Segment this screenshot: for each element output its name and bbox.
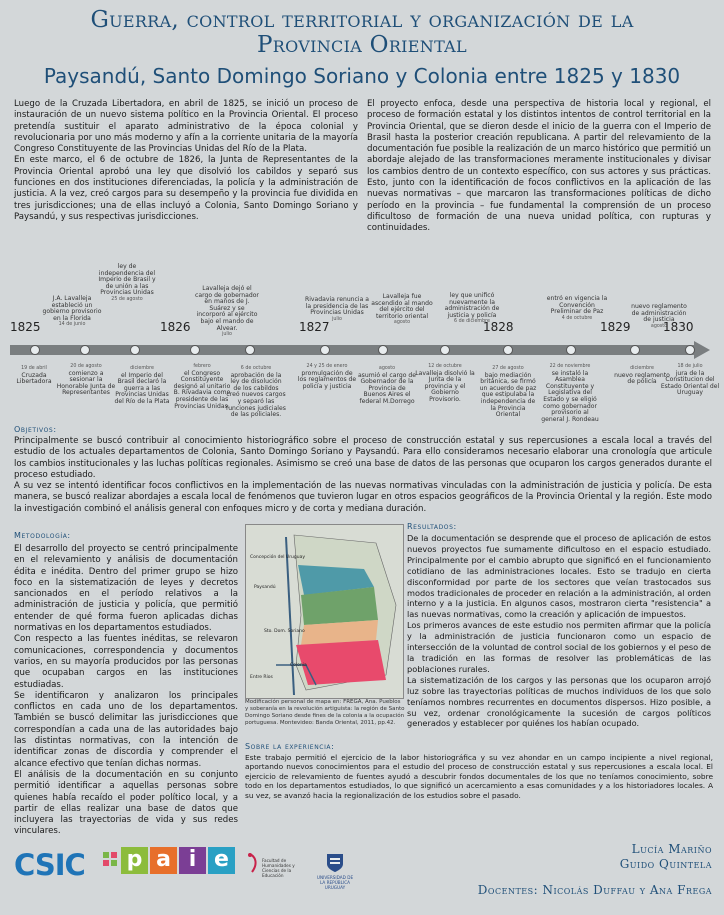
timeline-event-date: 19 de abril [21,366,47,371]
timeline-event-date: 22 de noviembre [549,364,591,369]
timeline-event-below [357,366,417,406]
timeline-year: 1826 [160,320,191,334]
timeline-event-date: 20 de agosto [70,364,102,369]
resultados-heading: Resultados: [407,522,457,531]
map-caption: Modificación personal de mapa en: FREGA, Ana. Pueblos y soberanía en la revolución artiguista: la región de Santo Domingo Soriano desde fines de la colonia a la ocupación portuguesa. Montevideo: Banda Oriental, 2011, pp.42. [245,699,405,726]
timeline-marker [30,345,40,355]
resultados-p3: La sistematización de los cargos y las personas que los ocuparon arrojó luz sobre las trayectorias políticas de muchos individuos de los que solo teníamos nombres recurrentes en documentos dispersos. Hizo posible, a su vez, ordenar cronológicamente la sucesión de cargos políticos generados y establecer por quiénes los habían ocupado. [407,674,711,729]
intro-right [367,99,711,235]
timeline-marker [630,345,640,355]
intro-left-p1: Luego de la Cruzada Libertadora, en abril de 1825, se inició un proceso de instauración de un nuevo sistema político en la Provincia Oriental. El proceso pretendía sustituir el aparato administrativo de la época colonial y revolucionaria por uno más moderno y afín a la corriente unitaria de la mayoría Congreso Constituyente de las Provincias Unidas del Río de la Plata. [14,99,358,155]
timeline-event-text: el Imperio del Brasil declaró la guerra a las Provincias Unidas del Río de la Plata [114,371,170,405]
map-label-5: Entre Ríos [250,675,273,680]
timeline-event-text: Rivadavia renuncia a la presidencia de las Provincias Unidas [305,296,369,317]
experiencia-text [245,753,713,800]
timeline-event-date: 25 de agosto [111,296,143,302]
timeline-event-text: Lavalleja dejó el cargo de gobernador en manos de J. Suárez y se incorporó al ejército bajo el mando de Alvear. [195,285,259,332]
timeline-event-date: 6 de diciembre [454,319,490,325]
resultados-p2: Los primeros avances de este estudio nos permiten afirmar que la policía y la administración de justicia funcionaron como un espacio de intersección de la voluntad de control social de los gobiernos y el peso de la tradición en las formas de resolver las problemáticas de las poblaciones rurales. [407,620,711,674]
timeline-event-above [95,264,159,304]
experiencia-p1: Este trabajo permitió el ejercicio de la labor historiográfica y su vez ahondar en un campo incipiente a nivel regional, aportando nuevos conocimientos para el estudio del proceso de construcción estatal y sus repercusiones a escala local. El ejercicio de relevamiento de fuentes ayudó a descubrir fondos documentales de los que no teníamos conocimiento, sobre todo en los departamentos estudiados, lo que significó un acercamiento a esas comunidades y a los historiadores locales. A su vez, se avanzó hacia la regionalización de los estudios sobre el pasado. [245,753,713,800]
map-label-3: Sto. Dom. Soriano [264,629,305,634]
metodologia-p3: Se identificaron y analizaron los principales conflictos en cada uno de los departamentos. También se buscó delimitar las jurisdicciones que correspondían a cada una de las autoridades bajo las distintas normativas, con la intención de identificar zonas de discordia y comprender el alcance efectivo que tenían dichas normas. [14,690,238,769]
timeline-event-below [4,366,64,386]
title-line-1: Guerra, control territorial y organización de la [90,7,634,33]
timeline-year: 1828 [483,320,514,334]
timeline-year: 1830 [663,320,694,334]
timeline-marker [566,345,576,355]
map-image [246,525,403,698]
metodologia-heading: Metodología: [14,531,71,540]
timeline-marker [320,345,330,355]
timeline-event-date: 24 y 25 de enero [306,364,348,369]
timeline-event-below [660,364,720,397]
poster-subtitle: Paysandú, Santo Domingo Soriano y Colonia entre 1825 y 1830 [43,64,681,88]
objetivos-p2: A su vez se intentó identificar focos conflictivos en la implementación de las nuevas normativas vinculadas con la administración de justicia y policía. De esta manera, se buscó realizar abordajes a escala local de fenómenos que tuvieron lugar en otros espacios geográficos de la Provincia Oriental y la región. Este modo la investigación combinó el análisis general con enfoques micro y de corta y mediana duración. [14,481,712,514]
timeline-event-date: 27 de agosto [492,366,524,371]
timeline-marker [685,345,695,355]
timeline-event-text: J.A. Lavalleja estableció un gobierno provisorio en la Florida [42,295,102,322]
timeline-marker [245,345,255,355]
timeline-event-below [478,366,538,419]
timeline-marker [80,345,90,355]
timeline-event-date: diciembre [130,366,154,371]
map-label-4: Colonia [290,663,307,668]
timeline-event-text: aprobación de la ley de disolución de los cabildos creó nuevos cargos y separó las funciones judiciales de las policiales. [226,371,286,419]
author-1: Lucía Mariño [631,842,712,856]
timeline-arrow [694,341,710,359]
timeline-event-date: 6 de octubre [240,366,272,371]
objetivos-p1: Principalmente se buscó contribuir al conocimiento historiográfico sobre el proceso de construcción estatal y sus repercusiones a escala local a través del estudio de los actuales departamentos de Colonia, Santo Domingo Soriano y Paysandú. Para ello consideramos necesario elaborar una cronología que articule los cambios institucionales y las luchas políticas regionales. Asimismo se creó una base de datos de las personas que ocuparon los cargos generados durante el proceso estudiado. [14,436,712,480]
timeline-event-text: asumió el cargo de Gobernador de la Provincia de Buenos Aires el federal M.Dorrego [357,371,417,405]
timeline-marker [190,345,200,355]
timeline-bar [10,345,696,355]
timeline-event-date: julio [332,316,342,322]
timeline-event-date: 12 de octubre [428,364,462,369]
csic-emblem-icon [103,852,118,867]
udelar-emblem-icon [326,853,344,873]
resultados-text [407,533,711,729]
experiencia-heading: Sobre la experiencia: [245,742,335,751]
timeline-event-below [56,364,116,397]
fhce-emblem-icon [246,852,260,876]
timeline-event-below [297,364,357,390]
paie-letter-a: a [150,847,177,874]
timeline-event-above [370,294,434,327]
docentes: Docentes: Nicolás Duffau y Ana Frega [477,883,712,897]
fhce-logo-text: Facultad de Humanidades y Ciencias de la Educación [262,858,295,878]
metodologia-text [14,544,238,838]
objetivos-text [14,436,712,515]
timeline-event-text: bajo mediación británica, se firmó un acuerdo de paz que estipulaba la independencia de la Provincia Oriental [479,371,537,419]
timeline-event-below [226,366,286,419]
timeline-year: 1825 [10,320,41,334]
timeline-event-date: julio [222,332,232,338]
paie-letter-i: i [179,847,206,874]
timeline-event-date: agosto [378,366,396,371]
objetivos-heading: Objetivos: [14,425,57,434]
timeline-marker [130,345,140,355]
map-label-1: Concepción del Uruguay [250,555,306,560]
paie-letter-e: e [208,847,235,874]
timeline-event-date: 18 de julio [677,364,703,369]
metodologia-p4: El análisis de la documentación en su conjunto permitió identificar a aquellas personas sobre quienes había recaído el poder político local, y a partir de ellas realizar una base de datos que incluyera las trayectorias de vida y sus redes vinculares. [14,769,238,837]
timeline-event-above [545,296,609,322]
timeline-event-text: Cruzada Libertadora [16,371,52,386]
timeline-event-below [172,364,232,410]
udelar-logo-text: UNIVERSIDAD DE LA REPÚBLICA URUGUAY [316,875,354,890]
intro-left [14,99,358,223]
timeline-event-below [415,364,475,404]
timeline-event-text: Lavalleja disolvió la Junta de la provincia y el Gobierno Provisorio. [415,369,475,403]
timeline-marker [440,345,450,355]
paie-logo [121,847,235,874]
timeline-event-text: comienzo a sesionar la Honorable Junta de Representantes [56,369,116,397]
timeline-event-above [305,297,369,323]
metodologia-p2: Con respecto a las fuentes inéditas, se relevaron comunicaciones, correspondencia y documentos varios, en su mayoría producidos por las personas que ocupaban cargos en las instituciones estudiadas. [14,634,238,690]
timeline-event-text: nuevo reglamento de policía [614,371,670,386]
timeline-event-above [195,286,259,339]
timeline-event-text: promulgación de los reglamentos de policía y justicia [297,369,357,390]
intro-right-p1: El proyecto enfoca, desde una perspectiva de historia local y regional, el proceso de formación estatal y los distintos intentos de control territorial en la Provincia Oriental, que se dieron desde el inicio de la guerra con el Imperio de Brasil hasta la posterior creación republicana. A partir del relevamiento de la documentación fue posible la realización de un marco histórico que permitió un abordaje alejado de las transformaciones meramente institucionales y divisar los cambios dentro de un contexto específico, con sus actores y sus prácticas. Esto, junto con la identificación de focos conflictivos en la aplicación de las nuevas normativas – que marcaron las transformaciones políticas de dicho período en la provincia – fue fundamental la comprensión de un proceso dificultoso de formación de una nueva unidad política, con rupturas y continuidades. [367,99,711,234]
paie-letter-p: p [121,847,148,874]
timeline-event-text: nuevo reglamento de administración de justicia [631,303,687,324]
timeline-event-text: Lavalleja fue ascendido al mando del ejército del territorio oriental [371,293,433,320]
timeline-event-text: el Congreso Constituyente designó al unitario B. Rivadavia como presidente de las Provincias Unidas. [173,369,231,410]
timeline-event-date: agosto [650,323,668,329]
timeline-event-date: diciembre [630,366,654,371]
timeline-marker [378,345,388,355]
timeline-event-date: 4 de octubre [561,315,593,321]
poster-title [0,8,724,58]
timeline-event-date: 14 de junio [58,322,86,328]
timeline-event-above [440,293,504,326]
timeline-event-text: entró en vigencia la Convención Preliminar de Paz [546,295,608,316]
csic-logo: CSIC [14,848,85,882]
timeline-event-text: se instaló la Asamblea Constituyente y Legislativa del Estado y se eligió como gobernador provisorio al general J. Rondeau [541,369,599,423]
timeline-marker [503,345,513,355]
author-2: Guido Quintela [619,857,712,871]
timeline-event-text: ley de independencia del Imperio de Brasil y de unión a las Provincias Unidas [98,263,156,297]
timeline-year: 1827 [299,320,330,334]
map-figure [245,524,404,699]
timeline-event-date: febrero [193,364,211,369]
timeline-event-below [112,366,172,406]
metodologia-p1: El desarrollo del proyecto se centró principalmente en el relevamiento y análisis de documentación édita e inédita. Dentro del primer grupo se hizo foco en la sistematización de leyes y decretos sancionados en el período relativos a la administración de justicia y policía, que permitió entender de qué forma fueron aplicadas dichas normativas en los departamentos estudiados. [14,544,238,634]
timeline-year: 1829 [600,320,631,334]
map-label-2: Paysandú [254,585,276,590]
timeline-event-above [627,304,691,330]
title-line-2: Provincia Oriental [257,32,467,58]
timeline-event-below [540,364,600,423]
timeline-event-text: ley que unificó nuevamente la administración de justicia y policía [444,292,500,319]
timeline-event-date: agosto [393,320,411,326]
resultados-p1: De la documentación se desprende que el proceso de aplicación de estos nuevos proyectos fue sumamente dificultoso en el espacio estudiado. Principalmente por el cambio abrupto que significó en el funcionamiento cotidiano de las administraciones locales. Esto se tradujo en cierta disconformidad por parte de los sectores que veían trastocados sus modos tradicionales de proceder en relación a la administración, al orden interno y a la justicia. En algunos casos, mostraron cierta "resistencia" a las nuevas normativas, como la creación y aplicación de impuestos. [407,533,711,620]
intro-left-p2: En este marco, el 6 de octubre de 1826, la Junta de Representantes de la Provincia Oriental aprobó una ley que disolvió los cabildos y separó sus funciones en dos instituciones diferenciadas, la policía y la administración de justicia. A la vez, creó cargos para su desempeño y la provincia fue dividida en tres jurisdicciones; una de ellas incluyó a Colonia, Santo Domingo Soriano y Paysandú, y sus respectivas jurisdicciones. [14,155,358,222]
timeline-event-text: jura de la Constitucion del Estado Oriental del Uruguay [660,369,720,397]
